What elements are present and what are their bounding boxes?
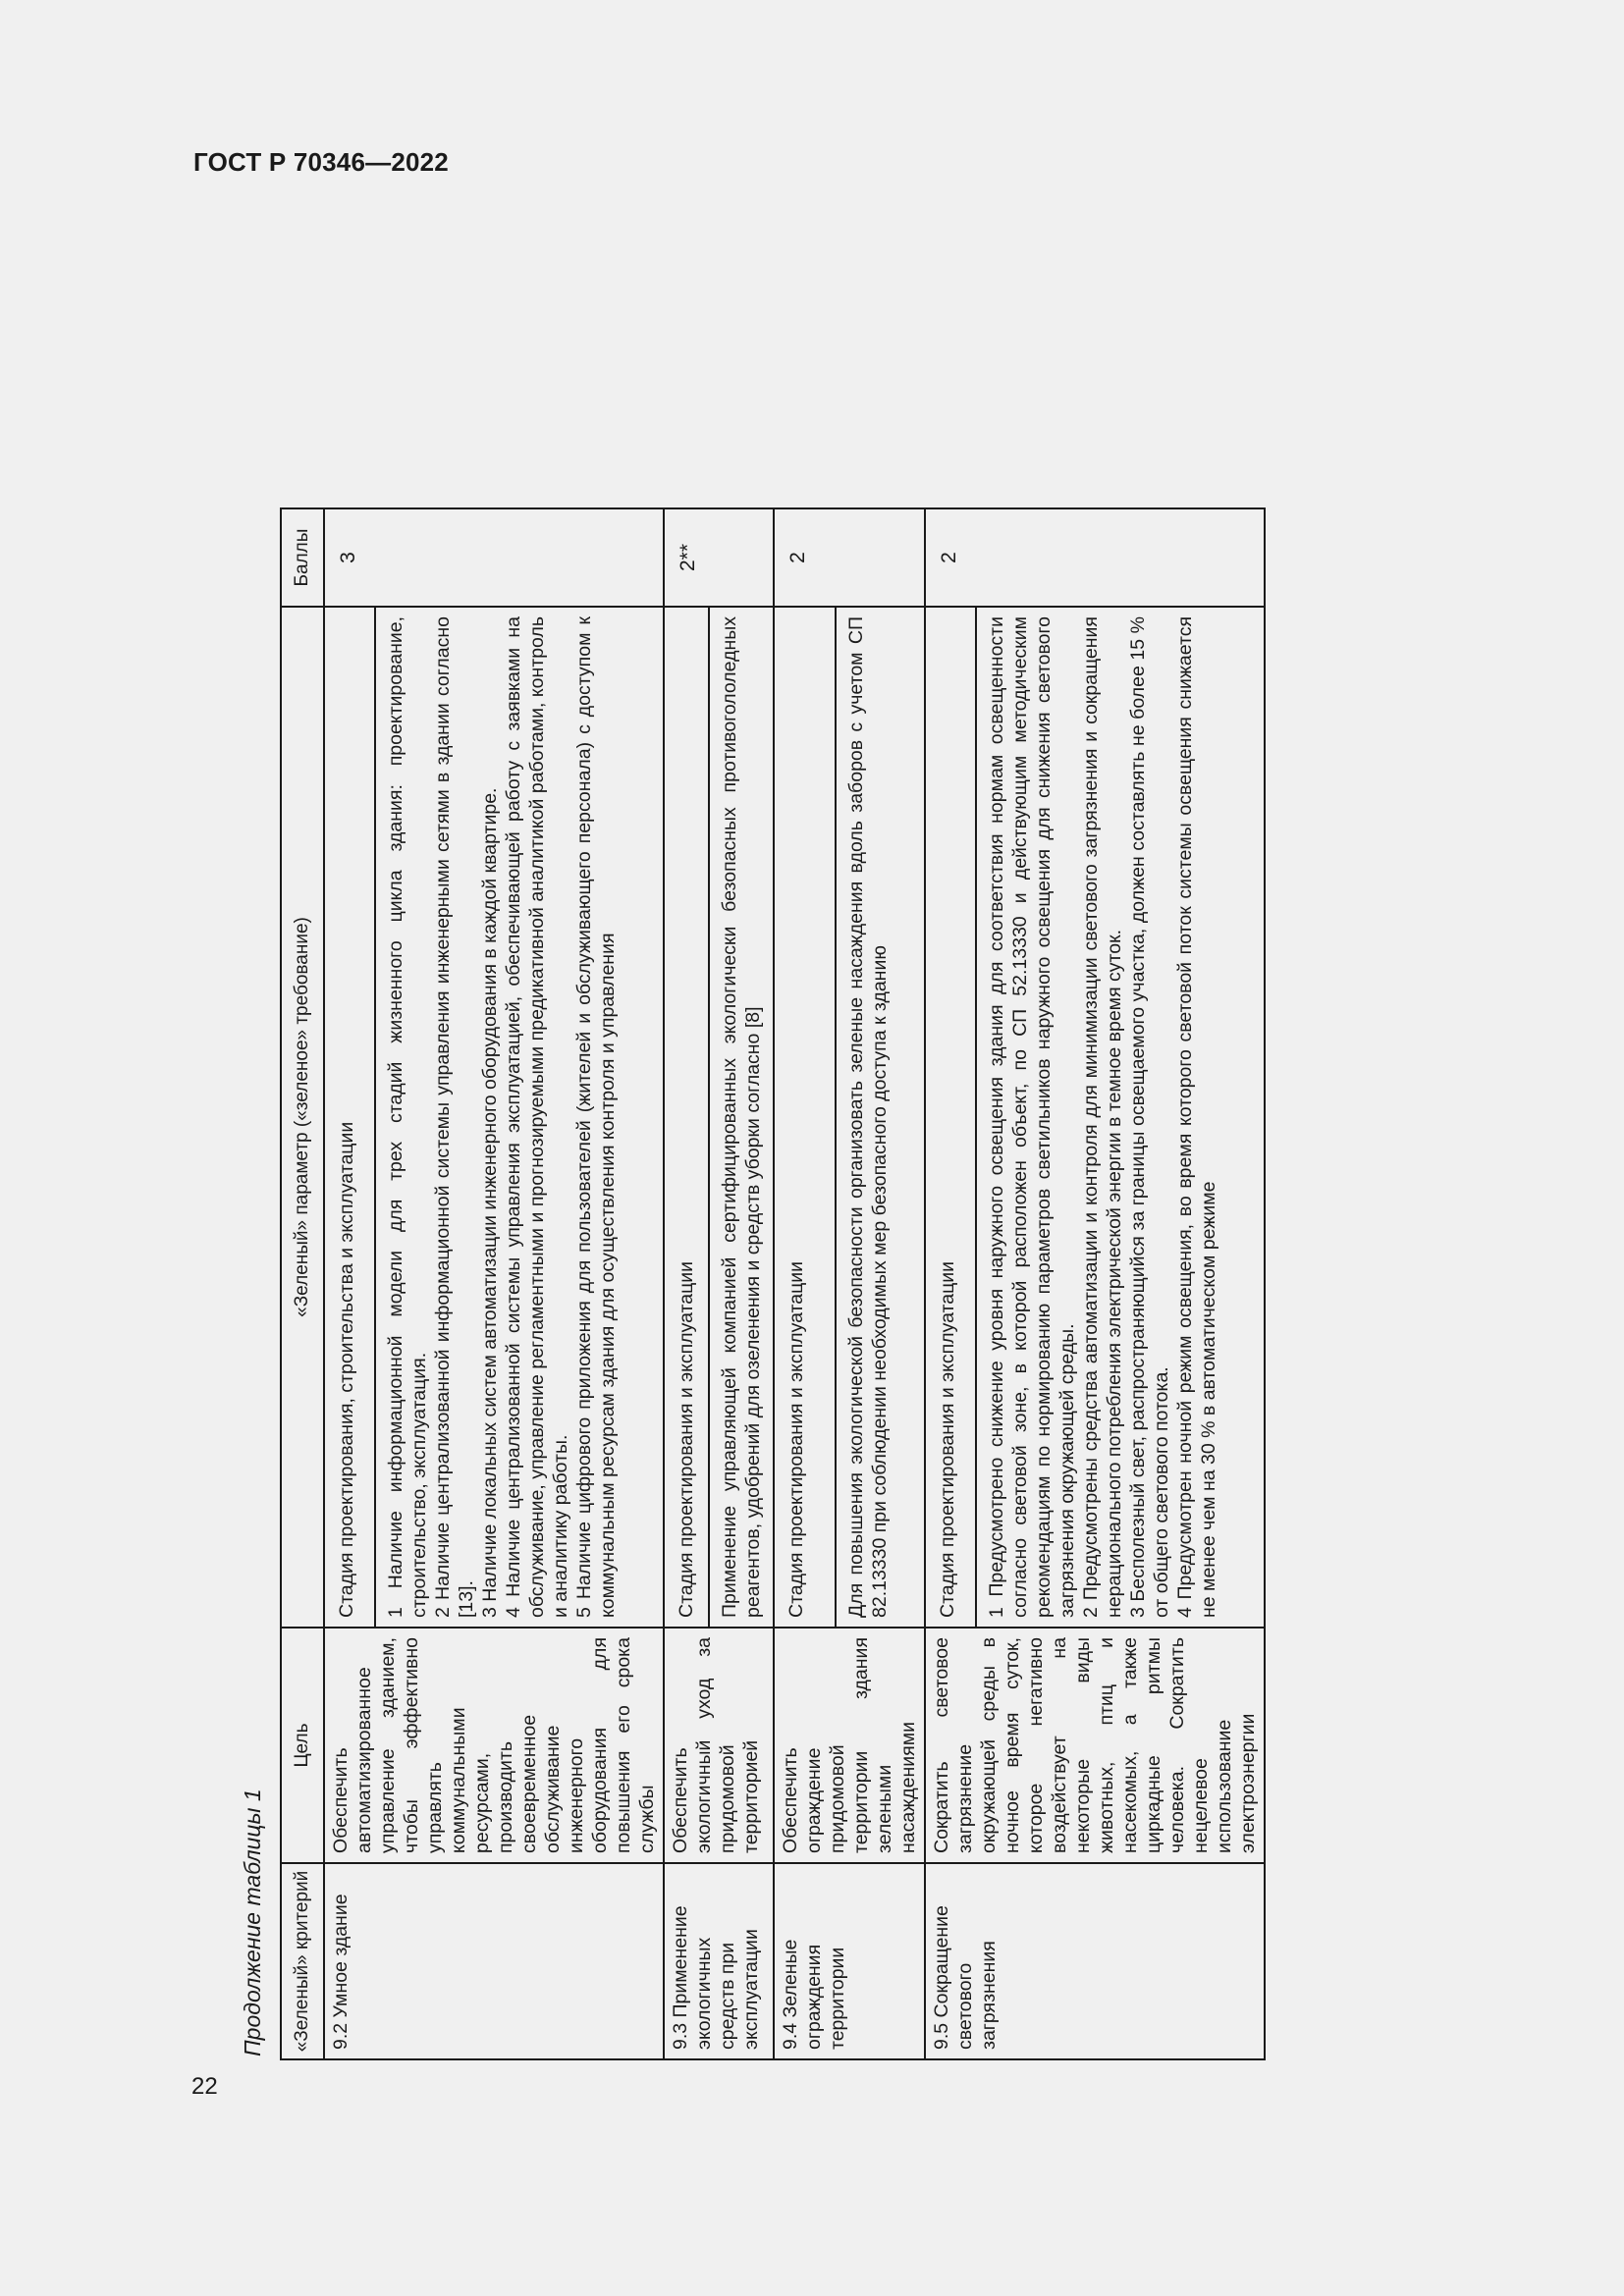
stage-cell: Стадия проектирования и эксплуатации — [774, 607, 836, 1628]
column-header-criterion: «Зеленый» критерий — [281, 1863, 324, 2059]
goal-cell: Обеспечить экологичный уход за придомовой территорией — [664, 1628, 774, 1863]
requirements-cell — [976, 607, 1265, 1628]
green-criteria-table — [280, 507, 1266, 2060]
stage-cell: Стадия проектирования, строительства и эксплуатации — [324, 607, 375, 1628]
score-cell: 2** — [664, 508, 774, 607]
requirement-item: 2 Предусмотрены средства автоматизации и контроля для минимизации светового загрязнения и сокращения нерационального потребления электрической энергии в темное время суток. — [1080, 616, 1126, 1618]
score-cell: 2 — [774, 508, 925, 607]
criterion-cell: 9.2 Умное здание — [324, 1863, 664, 2059]
requirement-item: 3 Бесполезный свет, распространяющийся за границы освещаемого участка, должен составлять не более 15 % от общего светового потока. — [1127, 616, 1173, 1618]
criterion-cell: 9.4 Зеленые ограждения территории — [774, 1863, 925, 2059]
table-row — [324, 508, 375, 2059]
requirement-item: 3 Наличие локальных систем автоматизации инженерного оборудования в каждой квартире. — [479, 787, 502, 1618]
page-number: 22 — [191, 2073, 218, 2100]
table-row — [664, 508, 709, 2059]
requirement-item: 5 Наличие цифрового приложения для пользователей (жителей и обслуживающего персонала) с доступом к коммунальным ресурсам здания для осуществления контроля и управления — [573, 616, 620, 1618]
requirement-item: 4 Наличие централизованной системы управления эксплуатацией, обеспечивающей работу с заявками на обслуживание, управление регламентными и прогнозируемыми предикативной аналитикой работами, контроль и аналитику работы. — [503, 616, 572, 1618]
criterion-cell: 9.3 Применение экологичных средств при эксплуатации — [664, 1863, 774, 2059]
criterion-cell: 9.5 Сокращение светового загрязнения — [925, 1863, 1265, 2059]
requirement-item: 1 Наличие информационной модели для трех стадий жизненного цикла здания: проектирование, строительство, эксплуатация. — [385, 616, 431, 1618]
table-row — [774, 508, 836, 2059]
requirement-item: Для повышения экологической безопасности организовать зеленые насаждения вдоль заборов с учетом СП 82.13330 при соблюдении необходимых мер безопасного доступа к зданию — [845, 616, 892, 1618]
table-row — [925, 508, 976, 2059]
stage-cell: Стадия проектирования и эксплуатации — [664, 607, 709, 1628]
column-header-goal: Цель — [281, 1628, 324, 1863]
table-header-row — [281, 508, 324, 2059]
requirements-cell — [836, 607, 925, 1628]
stage-cell: Стадия проектирования и эксплуатации — [925, 607, 976, 1628]
document-code: ГОСТ Р 70346—2022 — [193, 147, 449, 177]
score-cell: 3 — [324, 508, 664, 607]
requirement-item: 2 Наличие централизованной информационной системы управления инженерными сетями в здании согласно [13]. — [432, 616, 478, 1618]
goal-cell: Обеспечить ограждение придомовой территории здания зелеными насаждениями — [774, 1628, 925, 1863]
column-header-parameter: «Зеленый» параметр («зеленое» требование) — [281, 607, 324, 1628]
rotated-table-block — [233, 38, 1421, 2060]
requirements-cell — [709, 607, 774, 1628]
goal-cell: Сократить световое загрязнение окружающей среды в ночное время суток, которое негативно воздействует на некоторые виды животных, птиц и насекомых, а также циркадные ритмы человека. Сократить нецелевое использование электроэнергии — [925, 1628, 1265, 1863]
requirements-cell — [375, 607, 664, 1628]
column-header-score: Баллы — [281, 508, 324, 607]
requirement-item: 4 Предусмотрен ночной режим освещения, во время которого световой поток системы освещения снижается не менее чем на 30 % в автоматическом режиме — [1174, 616, 1220, 1618]
goal-cell: Обеспечить автоматизированное управление зданием, чтобы эффективно управлять коммунальными ресурсами, производить своевременное обслуживание инженерного оборудования для повышения его срока службы — [324, 1628, 664, 1863]
requirement-item: Применение управляющей компанией сертифицированных экологически безопасных противогололедных реагентов, удобрений для озеленения и средств уборки согласно [8] — [719, 616, 764, 1618]
table-continuation-caption: Продолжение таблицы 1 — [240, 1789, 265, 2056]
requirement-item: 1 Предусмотрено снижение уровня наружного освещения здания для соответствия нормам освещенности согласно световой зоне, в которой расположен объект, по СП 52.13330 и действующим методическим рекомендациям по нормированию параметров светильников наружного освещения для снижения светового загрязнения окружающей среды. — [986, 616, 1079, 1618]
score-cell: 2 — [925, 508, 1265, 607]
